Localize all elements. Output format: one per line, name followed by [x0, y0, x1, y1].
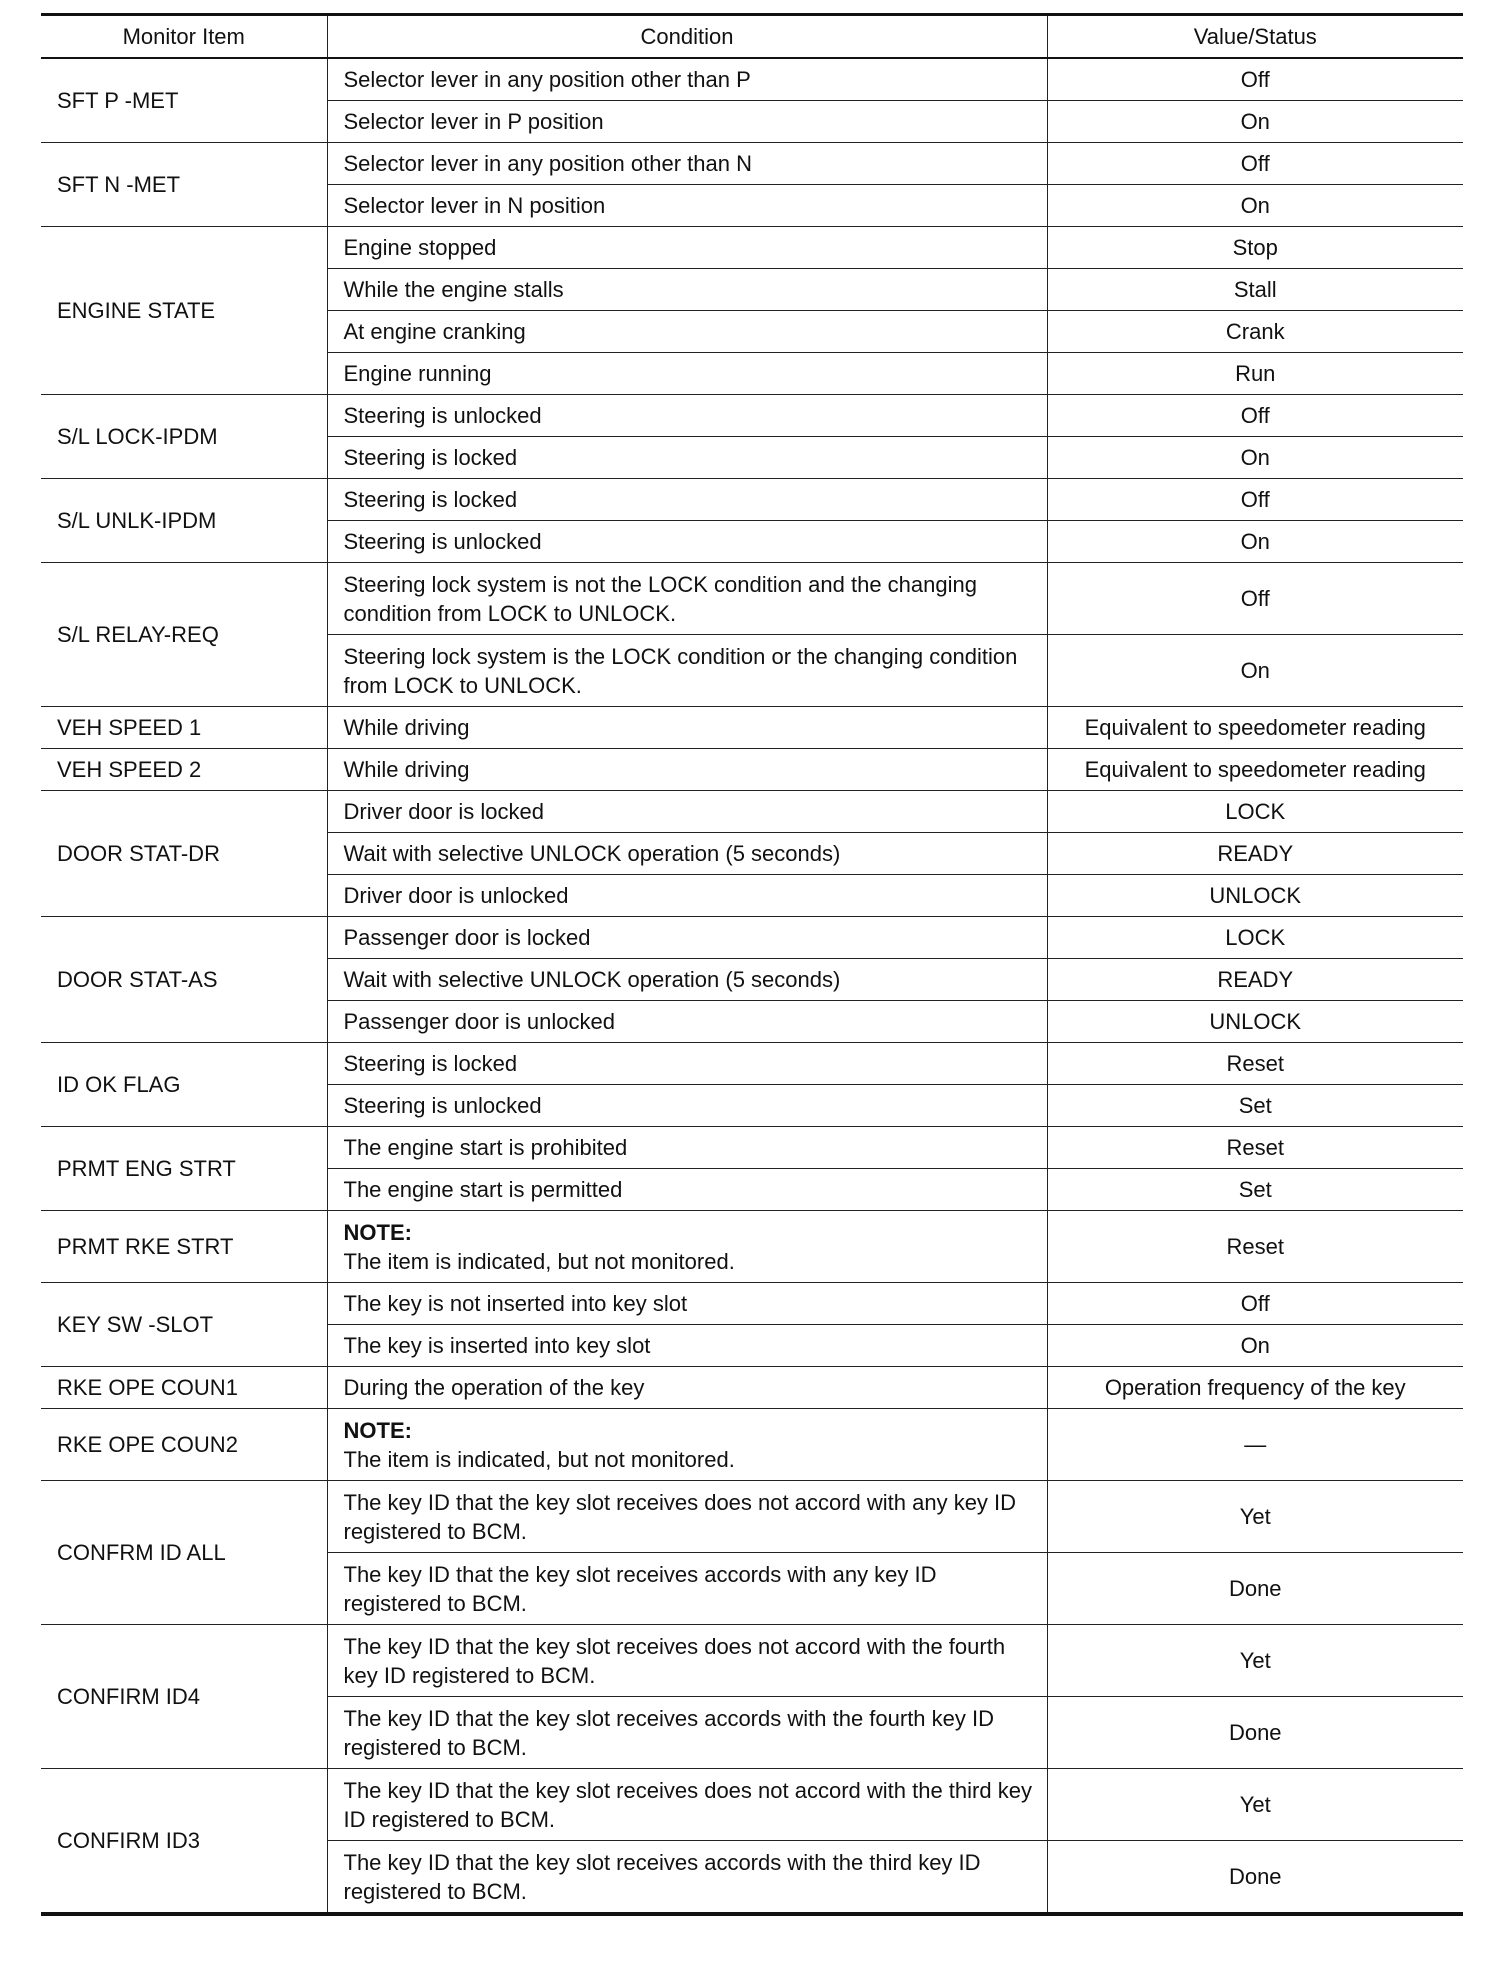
- table-row: [41, 1127, 1463, 1169]
- note-label: NOTE:: [343, 1417, 412, 1443]
- value-status-cell: Off: [1047, 1283, 1463, 1325]
- condition-cell: Steering is unlocked: [327, 521, 1047, 563]
- value-status-cell: LOCK: [1047, 917, 1463, 959]
- value-status-cell: READY: [1047, 959, 1463, 1001]
- condition-cell: While the engine stalls: [327, 269, 1047, 311]
- condition-cell: Engine running: [327, 353, 1047, 395]
- condition-cell: Steering is unlocked: [327, 1085, 1047, 1127]
- condition-cell: Steering is locked: [327, 437, 1047, 479]
- value-status-cell: READY: [1047, 833, 1463, 875]
- table-row: [41, 1625, 1463, 1697]
- monitor-item-name: SFT P -MET: [41, 58, 327, 143]
- value-status-cell: UNLOCK: [1047, 1001, 1463, 1043]
- monitor-item-name: S/L UNLK-IPDM: [41, 479, 327, 563]
- value-status-cell: On: [1047, 635, 1463, 707]
- value-status-cell: Yet: [1047, 1625, 1463, 1697]
- condition-cell: [327, 1211, 1047, 1283]
- value-status-cell: Off: [1047, 479, 1463, 521]
- table-row: [41, 791, 1463, 833]
- condition-cell: The key ID that the key slot receives does not accord with any key ID registered to BCM.: [327, 1481, 1047, 1553]
- header-row: [41, 15, 1463, 59]
- value-status-cell: Done: [1047, 1553, 1463, 1625]
- monitor-item-name: S/L RELAY-REQ: [41, 563, 327, 707]
- condition-cell: Selector lever in N position: [327, 185, 1047, 227]
- monitor-item-name: CONFRM ID ALL: [41, 1481, 327, 1625]
- monitor-item-name: S/L LOCK-IPDM: [41, 395, 327, 479]
- value-status-cell: Stall: [1047, 269, 1463, 311]
- monitor-item-name: VEH SPEED 1: [41, 707, 327, 749]
- table-row: [41, 1481, 1463, 1553]
- value-status-cell: Crank: [1047, 311, 1463, 353]
- monitor-item-name: VEH SPEED 2: [41, 749, 327, 791]
- condition-cell: Driver door is locked: [327, 791, 1047, 833]
- condition-cell: [327, 1409, 1047, 1481]
- table-row: [41, 395, 1463, 437]
- note-text: The item is indicated, but not monitored.: [343, 1446, 735, 1472]
- table-row: [41, 707, 1463, 749]
- value-status-cell: LOCK: [1047, 791, 1463, 833]
- table-row: [41, 917, 1463, 959]
- condition-cell: Engine stopped: [327, 227, 1047, 269]
- monitor-item-table: [41, 13, 1463, 1916]
- header-condition: Condition: [327, 15, 1047, 59]
- value-status-cell: Off: [1047, 143, 1463, 185]
- value-status-cell: Off: [1047, 58, 1463, 101]
- value-status-cell: Done: [1047, 1841, 1463, 1915]
- table-body: [41, 58, 1463, 1914]
- table-row: [41, 1043, 1463, 1085]
- monitor-item-name: PRMT RKE STRT: [41, 1211, 327, 1283]
- value-status-cell: Set: [1047, 1169, 1463, 1211]
- value-status-cell: UNLOCK: [1047, 875, 1463, 917]
- value-status-cell: Reset: [1047, 1043, 1463, 1085]
- monitor-item-name: CONFIRM ID3: [41, 1769, 327, 1915]
- table-row: [41, 58, 1463, 101]
- condition-cell: The key ID that the key slot receives accords with any key ID registered to BCM.: [327, 1553, 1047, 1625]
- condition-cell: During the operation of the key: [327, 1367, 1047, 1409]
- condition-cell: The key ID that the key slot receives does not accord with the third key ID registered to BCM.: [327, 1769, 1047, 1841]
- monitor-item-name: CONFIRM ID4: [41, 1625, 327, 1769]
- value-status-cell: Operation frequency of the key: [1047, 1367, 1463, 1409]
- condition-cell: Wait with selective UNLOCK operation (5 seconds): [327, 959, 1047, 1001]
- monitor-item-name: PRMT ENG STRT: [41, 1127, 327, 1211]
- value-status-cell: On: [1047, 185, 1463, 227]
- table-row: [41, 143, 1463, 185]
- monitor-item-name: ENGINE STATE: [41, 227, 327, 395]
- value-status-cell: On: [1047, 1325, 1463, 1367]
- value-status-cell: On: [1047, 101, 1463, 143]
- header-monitor-item: Monitor Item: [41, 15, 327, 59]
- header-value-status: Value/Status: [1047, 15, 1463, 59]
- table-row: [41, 479, 1463, 521]
- table-row: [41, 1211, 1463, 1283]
- monitor-item-name: DOOR STAT-AS: [41, 917, 327, 1043]
- value-status-cell: On: [1047, 521, 1463, 563]
- condition-cell: The key ID that the key slot receives accords with the fourth key ID registered to BCM.: [327, 1697, 1047, 1769]
- condition-cell: Steering is unlocked: [327, 395, 1047, 437]
- monitor-item-name: KEY SW -SLOT: [41, 1283, 327, 1367]
- condition-cell: Steering is locked: [327, 1043, 1047, 1085]
- value-status-cell: Stop: [1047, 227, 1463, 269]
- condition-cell: The key is inserted into key slot: [327, 1325, 1047, 1367]
- value-status-cell: Yet: [1047, 1481, 1463, 1553]
- monitor-item-name: DOOR STAT-DR: [41, 791, 327, 917]
- condition-cell: Wait with selective UNLOCK operation (5 seconds): [327, 833, 1047, 875]
- value-status-cell: Reset: [1047, 1127, 1463, 1169]
- value-status-cell: Done: [1047, 1697, 1463, 1769]
- table-row: [41, 227, 1463, 269]
- table-row: [41, 1409, 1463, 1481]
- condition-cell: While driving: [327, 749, 1047, 791]
- value-status-cell: Yet: [1047, 1769, 1463, 1841]
- condition-cell: The engine start is prohibited: [327, 1127, 1047, 1169]
- condition-cell: Selector lever in any position other than N: [327, 143, 1047, 185]
- monitor-item-name: ID OK FLAG: [41, 1043, 327, 1127]
- value-status-cell: Off: [1047, 395, 1463, 437]
- value-status-cell: Off: [1047, 563, 1463, 635]
- note-label: NOTE:: [343, 1219, 412, 1245]
- value-status-cell: Reset: [1047, 1211, 1463, 1283]
- condition-cell: Steering lock system is the LOCK condition or the changing condition from LOCK to UNLOCK.: [327, 635, 1047, 707]
- value-status-cell: On: [1047, 437, 1463, 479]
- table-row: [41, 1283, 1463, 1325]
- value-status-cell: Equivalent to speedometer reading: [1047, 749, 1463, 791]
- table-row: [41, 749, 1463, 791]
- table-row: [41, 1367, 1463, 1409]
- condition-cell: The key is not inserted into key slot: [327, 1283, 1047, 1325]
- monitor-item-name: SFT N -MET: [41, 143, 327, 227]
- value-status-cell: —: [1047, 1409, 1463, 1481]
- condition-cell: At engine cranking: [327, 311, 1047, 353]
- table-row: [41, 1769, 1463, 1841]
- condition-cell: The engine start is permitted: [327, 1169, 1047, 1211]
- condition-cell: Steering lock system is not the LOCK condition and the changing condition from LOCK to UNLOCK.: [327, 563, 1047, 635]
- condition-cell: While driving: [327, 707, 1047, 749]
- value-status-cell: Equivalent to speedometer reading: [1047, 707, 1463, 749]
- condition-cell: Passenger door is unlocked: [327, 1001, 1047, 1043]
- condition-cell: The key ID that the key slot receives does not accord with the fourth key ID registered to BCM.: [327, 1625, 1047, 1697]
- condition-cell: Passenger door is locked: [327, 917, 1047, 959]
- condition-cell: Steering is locked: [327, 479, 1047, 521]
- condition-cell: The key ID that the key slot receives accords with the third key ID registered to BCM.: [327, 1841, 1047, 1915]
- condition-cell: Selector lever in P position: [327, 101, 1047, 143]
- note-text: The item is indicated, but not monitored.: [343, 1248, 735, 1274]
- condition-cell: Selector lever in any position other than P: [327, 58, 1047, 101]
- value-status-cell: Set: [1047, 1085, 1463, 1127]
- condition-cell: Driver door is unlocked: [327, 875, 1047, 917]
- monitor-item-name: RKE OPE COUN1: [41, 1367, 327, 1409]
- value-status-cell: Run: [1047, 353, 1463, 395]
- monitor-item-name: RKE OPE COUN2: [41, 1409, 327, 1481]
- table-row: [41, 563, 1463, 635]
